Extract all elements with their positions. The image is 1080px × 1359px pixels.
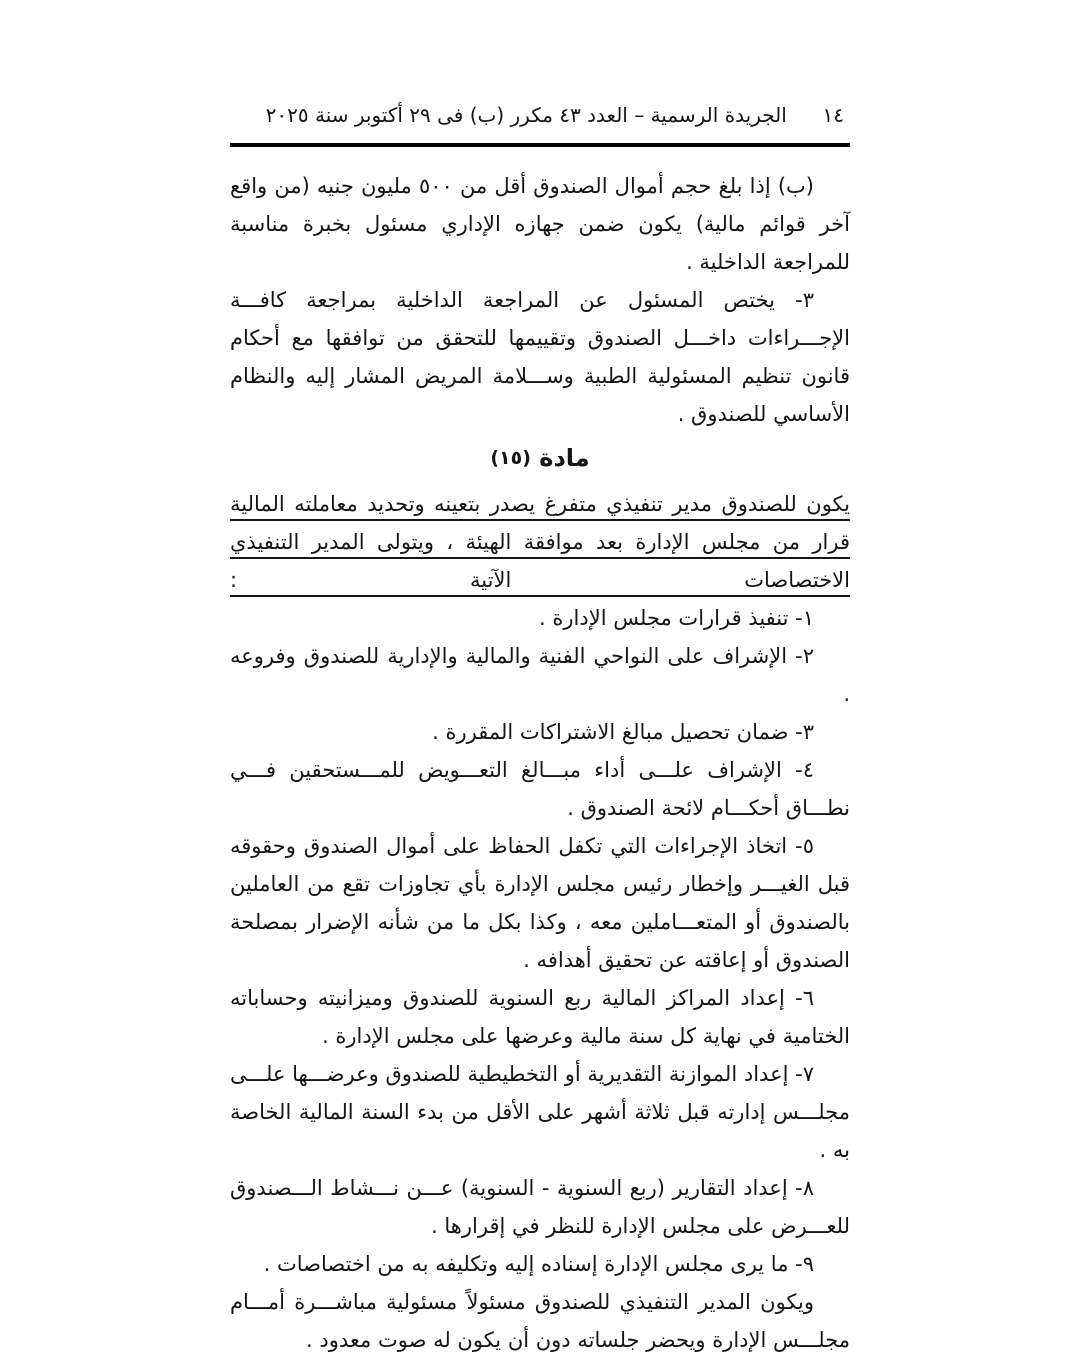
paragraph-internal-audit-duty: ٣- يختص المسئول عن المراجعة الداخلية بمراجعة كافـــة الإجـــراءات داخـــل الصندوق وتقييمها للتحقق من توافقها مع أحكام قانون تنظيم المسئولية الطبية وســـلامة المريض المشار إليه والنظام الأساسي للصندوق . xyxy=(230,288,850,426)
duty-item-1: ١- تنفيذ قرارات مجلس الإدارة . xyxy=(539,606,814,630)
duty-item-3: ٣- ضمان تحصيل مبالغ الاشتراكات المقررة . xyxy=(432,720,814,744)
header-row xyxy=(230,100,850,130)
article-heading-word: مادة xyxy=(539,444,590,472)
duty-item-8: ٨- إعداد التقارير (ربع السنوية - السنوية) عـــن نـــشاط الـــصندوق للعـــرض على مجلس الإدارة للنظر في إقرارها . xyxy=(230,1176,850,1238)
page-number: ١٤ xyxy=(822,103,844,127)
article-heading-number: (١٥) xyxy=(490,447,531,469)
closing-paragraph: ويكون المدير التنفيذي للصندوق مسئولاً مسئولية مباشـــرة أمـــام مجلـــس الإدارة ويحضر جلساته دون أن يكون له صوت معدود . xyxy=(230,1290,850,1352)
paragraph-clause-b: (ب) إذا بلغ حجم أموال الصندوق أقل من ٥٠٠ مليون جنيه (من واقع آخر قوائم مالية) يكون ضمن جهازه الإداري مسئول بخبرة مناسبة للمراجعة الداخلية . xyxy=(230,174,850,274)
article-15-intro: يكون للصندوق مدير تنفيذي متفرغ يصدر بتعينه وتحديد معاملته المالية قرار من مجلس الإدارة بعد موافقة الهيئة ، ويتولى المدير التنفيذي الاختصاصات الآتية : xyxy=(230,492,850,592)
gazette-title: الجريدة الرسمية – العدد ٤٣ مكرر (ب) فى ٢٩ أكتوبر سنة ٢٠٢٥ xyxy=(265,103,787,127)
article-15-heading xyxy=(230,436,850,482)
duty-item-2: ٢- الإشراف على النواحي الفنية والمالية والإدارية للصندوق وفروعه . xyxy=(230,644,850,706)
duty-item-9: ٩- ما يرى مجلس الإدارة إسناده إليه وتكليفه به من اختصاصات . xyxy=(263,1252,814,1276)
duty-item-4: ٤- الإشراف علـــى أداء مبـــالغ التعـــويض للمـــستحقين فـــي نطـــاق أحكـــام لائحة الصندوق . xyxy=(230,758,850,820)
duty-item-7: ٧- إعداد الموازنة التقديرية أو التخطيطية للصندوق وعرضـــها علـــى مجلـــس إدارته قبل ثلاثة أشهر على الأقل من بدء السنة المالية الخاصة به . xyxy=(230,1062,850,1162)
document-body xyxy=(230,167,850,1359)
page-header xyxy=(230,100,850,147)
duty-item-5: ٥- اتخاذ الإجراءات التي تكفل الحفاظ على أموال الصندوق وحقوقه قبل الغيـــر وإخطار رئيس مجلس الإدارة بأي تجاوزات تقع من العاملين بالصندوق أو المتعـــاملين معه ، وكذا بكل ما من شأنه الإضرار بمصلحة الصندوق أو إعاقته عن تحقيق أهدافه . xyxy=(230,834,850,972)
duty-item-6: ٦- إعداد المراكز المالية ربع السنوية للصندوق وميزانيته وحساباته الختامية في نهاية كل سنة مالية وعرضها على مجلس الإدارة . xyxy=(230,986,850,1048)
header-divider-rule xyxy=(230,143,850,147)
